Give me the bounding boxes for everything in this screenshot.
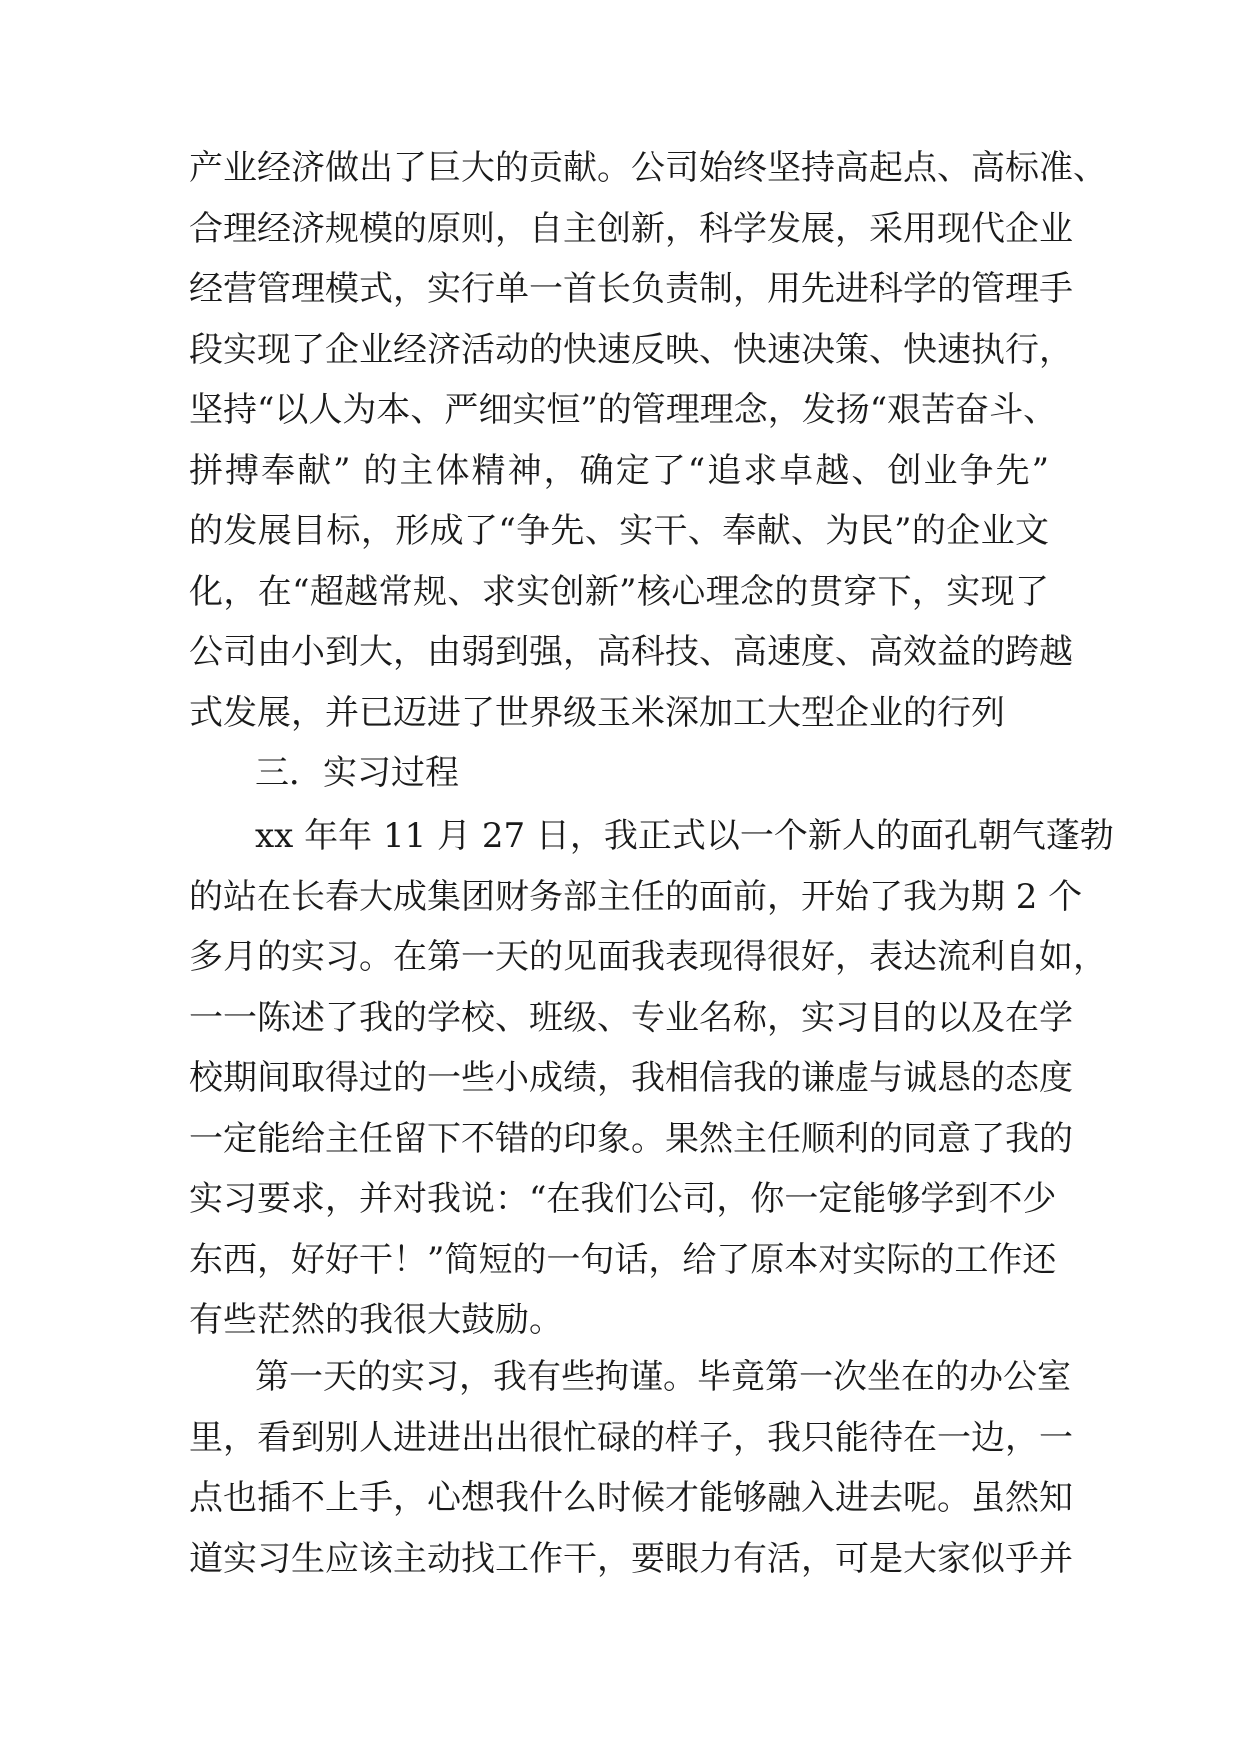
- text-line: 多月的实习。在第一天的见面我表现得很好，表达流利自如，: [189, 937, 1107, 977]
- paragraph-first-day: [189, 1347, 1073, 1589]
- text-line: 点也插不上手，心想我什么时候才能够融入进去呢。虽然知: [189, 1478, 1073, 1518]
- text-line: xx 年年 11 月 27 日，我正式以一个新人的面孔朝气蓬勃: [255, 816, 1114, 856]
- text-line: 拼搏奉献” 的主体精神，确定了“追求卓越、创业争先”: [189, 450, 1049, 491]
- text-line: 校期间取得过的一些小成绩，我相信我的谦虚与诚恳的态度: [189, 1058, 1073, 1098]
- text-line: 化，在“超越常规、求实创新”核心理念的贯穿下，实现了: [189, 571, 1049, 612]
- text-line: 一一陈述了我的学校、班级、专业名称，实习目的以及在学: [189, 997, 1073, 1038]
- text-line: 东西，好好干！”简短的一句话，给了原本对实际的工作还: [189, 1239, 1057, 1280]
- section-heading-block: [189, 743, 1049, 804]
- text-line: 第一天的实习，我有些拘谨。毕竟第一次坐在的办公室: [255, 1357, 1071, 1397]
- paragraph-internship-start: [189, 806, 1114, 1351]
- text-line: 公司由小到大，由弱到强，高科技、高速度、高效益的跨越: [189, 632, 1073, 672]
- text-line: 里，看到别人进进出出很忙碌的样子，我只能待在一边，一: [189, 1417, 1073, 1458]
- text-line: 的发展目标，形成了“争先、实干、奉献、为民”的企业文: [189, 511, 1049, 551]
- section-heading: 三．实习过程: [255, 753, 459, 793]
- paragraph-company-intro: [189, 138, 1107, 743]
- text-line: 道实习生应该主动找工作干，要眼力有活，可是大家似乎并: [189, 1538, 1073, 1579]
- text-line: 产业经济做出了巨大的贡献。公司始终坚持高起点、高标准、: [189, 148, 1107, 188]
- text-line: 的站在长春大成集团财务部主任的面前，开始了我为期 2 个: [189, 876, 1083, 917]
- text-line: 合理经济规模的原则，自主创新，科学发展，采用现代企业: [189, 208, 1073, 249]
- text-line: 实习要求，并对我说：“在我们公司，你一定能够学到不少: [189, 1179, 1057, 1219]
- text-line: 有些茫然的我很大鼓励。: [189, 1300, 563, 1340]
- text-line: 一定能给主任留下不错的印象。果然主任顺利的同意了我的: [189, 1118, 1073, 1159]
- text-line: 式发展，并已迈进了世界级玉米深加工大型企业的行列: [189, 692, 1005, 733]
- text-line: 段实现了企业经济活动的快速反映、快速决策、快速执行，: [189, 329, 1073, 370]
- text-line: 坚持“以人为本、严细实恒”的管理理念，发扬“艰苦奋斗、: [189, 390, 1058, 430]
- text-line: 经营管理模式，实行单一首长负责制，用先进科学的管理手: [189, 269, 1073, 309]
